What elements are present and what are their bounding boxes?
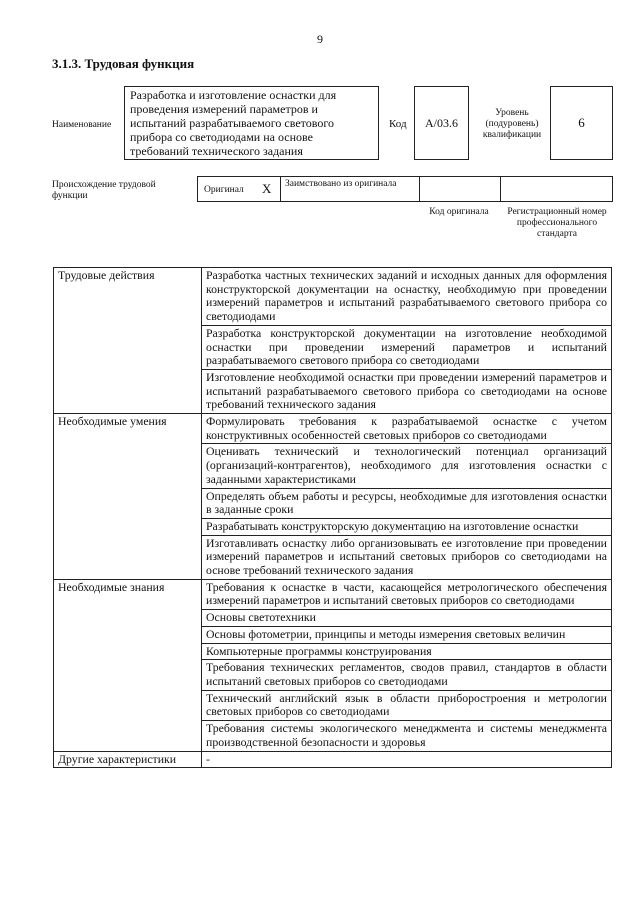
name-label: Наименование xyxy=(52,120,112,130)
section-item: Основы светотехники xyxy=(202,610,612,627)
original-cell xyxy=(197,176,281,202)
section-label: Необходимые умения xyxy=(54,414,202,580)
qualification-level-value: 6 xyxy=(578,115,585,130)
qualification-level-box xyxy=(550,86,613,160)
section-label: Другие характеристики xyxy=(54,751,202,768)
section-item: Изготавливать оснастку либо организовывать ее изготовление при проведении измерений параметров и испытаний световых приборов со светодиодами на основе требований технического задания xyxy=(202,535,612,579)
table-row xyxy=(54,414,612,444)
section-title: 3.1.3. Трудовая функция xyxy=(52,56,195,71)
original-label: Оригинал xyxy=(204,185,244,195)
borrowed-cell xyxy=(280,176,420,202)
section-item: Определять объем работы и ресурсы, необходимые для изготовления оснастки в заданные сроки xyxy=(202,488,612,518)
reg-number-cell xyxy=(500,176,613,202)
section-item: Технический английский язык в области приборостроения и метрологии световых приборов со светодиодами xyxy=(202,690,612,720)
table-row xyxy=(54,751,612,768)
section-item: Требования к оснастке в части, касающейся метрологического обеспечения измерений параметров и испытаний световых приборов со светодиодами xyxy=(202,579,612,609)
section-label: Необходимые знания xyxy=(54,579,202,751)
section-item: Формулировать требования к разрабатываемой оснастке с учетом конструктивных особенностей световых приборов со светодиодами xyxy=(202,414,612,444)
table-row xyxy=(54,268,612,326)
section-item: Разрабатывать конструкторскую документацию на изготовление оснастки xyxy=(202,518,612,535)
reg-number-label: Регистрационный номер профессионального стандарта xyxy=(507,207,607,239)
function-details-table xyxy=(53,267,612,768)
origin-label: Происхождение трудовой функции xyxy=(52,180,156,201)
original-mark: X xyxy=(262,181,272,196)
table-row xyxy=(54,579,612,609)
section-item: - xyxy=(202,751,612,768)
code-value: A/03.6 xyxy=(425,115,458,130)
origin-row xyxy=(197,176,613,202)
section-item: Основы фотометрии, принципы и методы измерения световых величин xyxy=(202,626,612,643)
code-box xyxy=(414,86,469,160)
section-label: Трудовые действия xyxy=(54,268,202,414)
original-code-label: Код оригинала xyxy=(429,207,489,217)
function-name-value: Разработка и изготовление оснастки для проведения измерений параметров и испытаний разрабатываемого светового прибора со светодиодами на основе требований технического задания xyxy=(130,88,337,158)
section-item: Требования технических регламентов, сводов правил, стандартов в области испытаний световых приборов со светодиодами xyxy=(202,660,612,690)
borrowed-label: Заимствовано из оригинала xyxy=(285,179,397,189)
section-item: Требования системы экологического менеджмента и системы менеджмента производственной безопасности и здоровья xyxy=(202,721,612,751)
qualification-level-label: Уровень (подуровень) квалификации xyxy=(482,108,542,140)
function-name-box xyxy=(124,86,379,160)
section-item: Оценивать технический и технологический потенциал организаций (организаций-контрагентов), необходимого для изготовления оснастки с заданными характеристиками xyxy=(202,444,612,488)
section-item: Изготовление необходимой оснастки при проведении измерений параметров и испытаний разрабатываемого светового прибора со светодиодами на основе требований технического задания xyxy=(202,369,612,413)
section-item: Компьютерные программы конструирования xyxy=(202,643,612,660)
page-number: 9 xyxy=(317,32,323,46)
code-label: Код xyxy=(389,118,407,130)
section-item: Разработка частных технических заданий и исходных данных для оформления конструкторской документации на оснастку, необходимую при проведении измерений параметров и испытаний разрабатываемого светового прибора со светодиодами xyxy=(202,268,612,326)
original-code-cell xyxy=(419,176,501,202)
section-item: Разработка конструкторской документации на изготовление необходимой оснастки при проведении измерений параметров и испытаний разрабатываемого светового прибора со светодиодами xyxy=(202,325,612,369)
